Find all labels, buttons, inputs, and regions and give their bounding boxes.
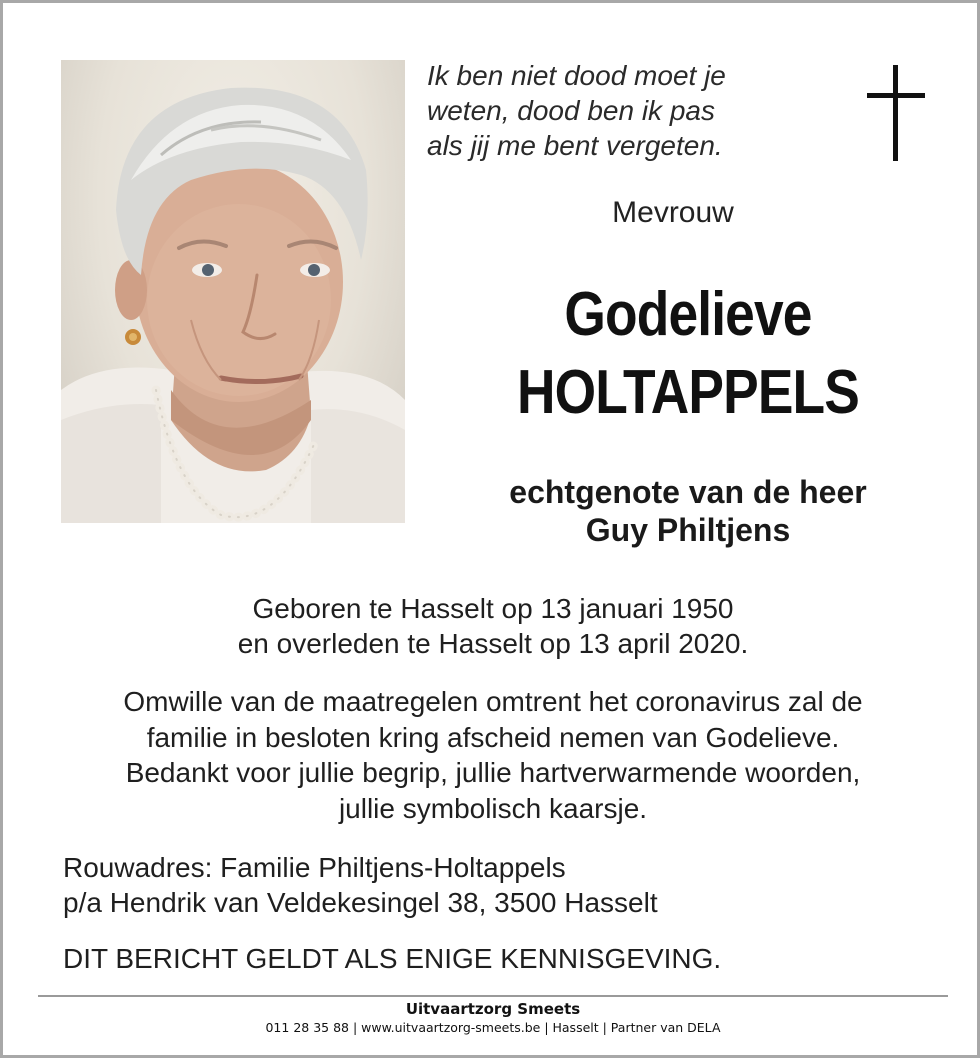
deceased-last-name: HOLTAPPELS: [517, 358, 859, 427]
birth-line: Geboren te Hasselt op 13 januari 1950: [252, 593, 734, 624]
quote-line: Ik ben niet dood moet je: [427, 60, 726, 91]
portrait-photo: [61, 60, 405, 523]
portrait-illustration: [61, 60, 405, 523]
quote-line: als jij me bent vergeten.: [427, 130, 723, 161]
spouse-info: [423, 473, 953, 549]
cross-icon: [867, 65, 925, 161]
family-message: [33, 684, 953, 826]
address-line: p/a Hendrik van Veldekesingel 38, 3500 Hasselt: [63, 887, 658, 918]
memorial-quote: [427, 58, 847, 163]
undertaker-name: Uitvaartzorg Smeets: [405, 1000, 581, 1018]
honorific: Mevrouw: [612, 196, 734, 229]
footer-divider: [38, 995, 948, 997]
spouse-line: echtgenote van de heer: [509, 474, 867, 510]
deceased-first-name: Godelieve: [564, 280, 812, 349]
spouse-name: Guy Philtjens: [585, 512, 791, 548]
quote-line: weten, dood ben ik pas: [427, 95, 715, 126]
official-notice: DIT BERICHT GELDT ALS ENIGE KENNISGEVING.: [63, 943, 722, 974]
death-line: en overleden te Hasselt op 13 april 2020.: [237, 628, 749, 659]
life-dates: [43, 591, 943, 661]
undertaker-contact: 011 28 35 88 | www.uitvaartzorg-smeets.be | Hasselt | Partner van DELA: [265, 1020, 721, 1035]
mourning-address: [63, 850, 658, 920]
message-line: Bedankt voor jullie begrip, jullie hartverwarmende woorden,: [125, 757, 861, 788]
message-line: jullie symbolisch kaarsje.: [338, 792, 648, 824]
message-line: familie in besloten kring afscheid nemen van Godelieve.: [146, 721, 840, 753]
address-line: Rouwadres: Familie Philtjens-Holtappels: [63, 852, 566, 883]
message-line: Omwille van de maatregelen omtrent het coronavirus zal de: [123, 686, 863, 717]
